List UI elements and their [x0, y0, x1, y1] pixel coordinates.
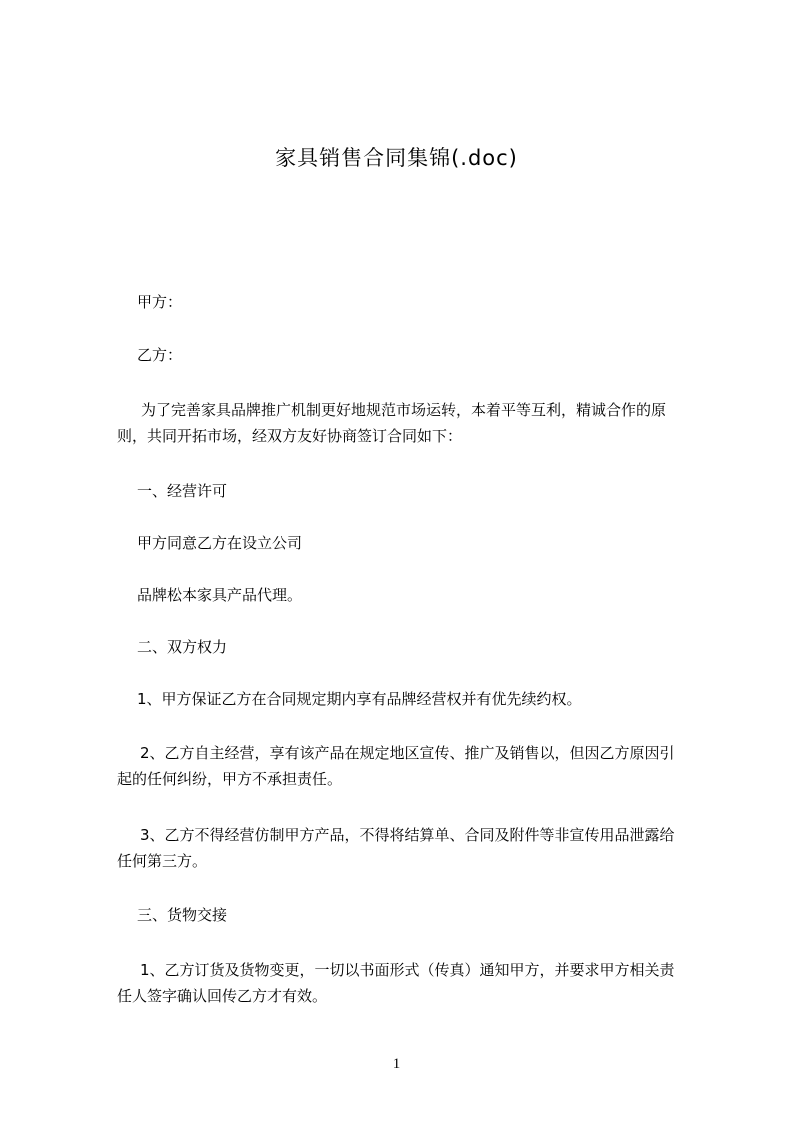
section-2-item-3-line-2: 任何第三方。 [117, 852, 208, 870]
section-1-heading: 一、经营许可 [137, 482, 228, 500]
party-b-label: 乙方： [137, 346, 183, 364]
section-3-item-1-line-1: 1、乙方订货及货物变更，一切以书面形式（传真）通知甲方，并要求甲方相关责 [140, 961, 675, 979]
page-number: 1 [392, 1056, 401, 1072]
section-2-heading: 二、双方权力 [137, 638, 228, 656]
section-1-line-2: 品牌松本家具产品代理。 [137, 586, 303, 604]
section-2-item-2-line-1: 2、乙方自主经营，享有该产品在规定地区宣传、推广及销售以，但因乙方原因引 [140, 744, 675, 762]
section-2-item-2-line-2: 起的任何纠纷，甲方不承担责任。 [117, 770, 343, 788]
section-2-item-1: 1、甲方保证乙方在合同规定期内享有品牌经营权并有优先续约权。 [137, 690, 582, 708]
section-3-item-1-line-2: 任人签字确认回传乙方才有效。 [117, 987, 328, 1005]
intro-paragraph-line-1: 为了完善家具品牌推广机制更好地规范市场运转，本着平等互利，精诚合作的原 [141, 401, 667, 419]
section-3-heading: 三、货物交接 [137, 906, 228, 924]
intro-paragraph-line-2: 则，共同开拓市场，经双方友好协商签订合同如下： [117, 427, 463, 445]
party-a-label: 甲方： [137, 293, 183, 311]
document-title: 家具销售合同集锦(.doc) [275, 146, 518, 170]
section-1-line-1: 甲方同意乙方在设立公司 [137, 534, 303, 552]
section-2-item-3-line-1: 3、乙方不得经营仿制甲方产品，不得将结算单、合同及附件等非宣传用品泄露给 [140, 826, 675, 844]
